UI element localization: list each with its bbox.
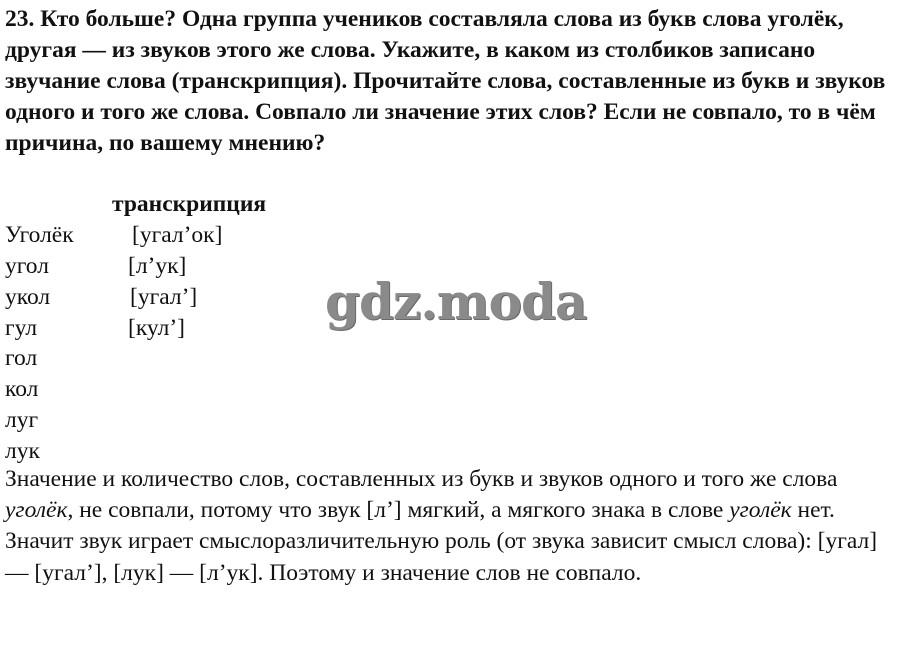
answer-text-part: Значение и количество слов, составленных из букв и звуков одного и того же слова — [5, 466, 838, 492]
word-item: гул — [5, 315, 38, 341]
answer-italic-word: уголёк — [5, 497, 68, 524]
word-item: гол — [5, 345, 38, 371]
transcription-item: [кул’] — [128, 315, 186, 341]
word-item: Уголёк — [5, 222, 74, 248]
transcription-item: [угал’] — [130, 284, 198, 310]
transcription-column-header: транскрипция — [112, 191, 267, 217]
word-item: кол — [5, 376, 39, 402]
word-item: угол — [5, 253, 49, 279]
transcription-item: [л’ук] — [128, 253, 187, 279]
answer-text-part: , не совпали, потому что звук [л’] мягкий, а мягкого знака в слове — [67, 497, 730, 524]
word-item: лук — [5, 438, 40, 464]
answer-italic-word: уголёк — [729, 497, 792, 524]
transcription-item: [угал’ок] — [132, 222, 223, 248]
word-item: укол — [5, 284, 51, 310]
answer-text-part: нет. Значит звук играет смыслоразличительную роль (от звука зависит смысл слова): [угал] — [угал’], [лук] — [л’ук]. Поэтому и значение слов не совпало. — [5, 497, 878, 586]
task-text: 23. Кто больше? Одна группа учеников составляла слова из букв слова уголёк, другая — из звуков этого же слова. Укажите, в каком из столбиков записано звучание слова (транскрипция). Прочитайте слова, составленные из букв и звуков одного и того же слова. Совпало ли значение этих слов? Если не совпало, то в чём причина, по вашему мнению? — [5, 6, 886, 156]
watermark-logo: gdz.moda — [325, 272, 587, 331]
word-item: луг — [5, 407, 39, 433]
answer-paragraph — [5, 464, 897, 589]
